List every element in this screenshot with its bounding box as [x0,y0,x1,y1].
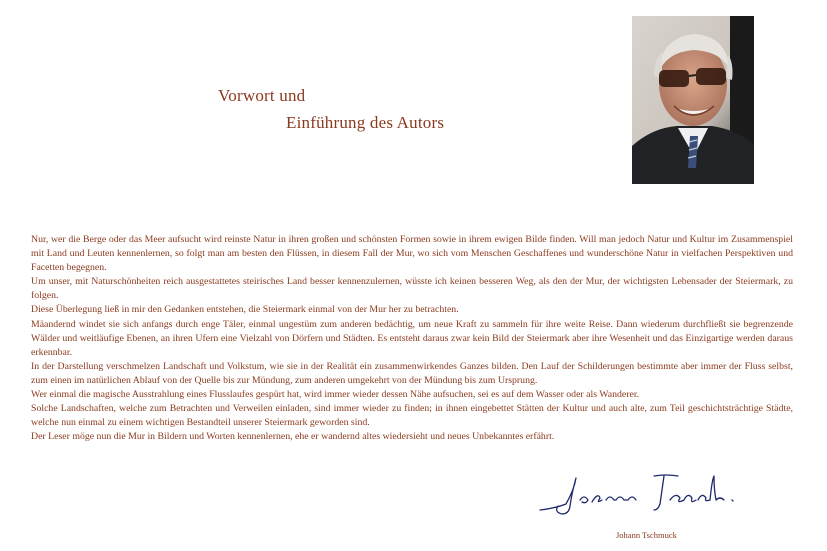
paragraph: Nur, wer die Berge oder das Meer aufsucht wird reinste Natur in ihren großen und schönsten Formen sowie in ihrem ewigen Bilde finden. Will man jedoch Natur und Kultur im Zusammenspiel mit Land und Leuten kennenlernen, so folgt man am besten den Flüssen, in diesem Fall der Mur, wo sich vom Menschen Geschaffenes und wunderschöne Natur in vielfachen Perspektiven und Facetten begegnen. [31,234,793,274]
paragraph: Mäandernd windet sie sich anfangs durch enge Täler, einmal ungestüm zum anderen bedächtig, um neue Kraft zu sammeln für ihre weite Reise. Dann wiederum durchfließt sie begrenzende Wälder und weitläufige Ebenen, an ihren Ufern eine Vielzahl von Dörfern und Städten. Es entsteht daraus zwar kein Bild der Steiermark aber ihre Wesenheit und das Einzigartige werden daraus erkennbar. [31,318,793,358]
paragraph: Um unser, mit Naturschönheiten reich ausgestattetes steirisches Land besser kennenzulernen, wüsste ich keinen besseren Weg, als den der Mur, der wichtigsten Lebensader der Steiermark, zu folgen. [31,276,793,302]
handwritten-signature [536,470,746,522]
paragraph: Der Leser möge nun die Mur in Bildern und Worten kennenlernen, ehe er wandernd altes wiedersieht und neues Unbekanntes erfährt. [31,431,555,443]
paragraph: Solche Landschaften, welche zum Betrachten und Verweilen einladen, sind immer wieder zu finden; in ihnen eingebettet Stätten der Kultur und auch alte, zum Teil geschichtsträchtige Städte, welche nun einmal zu einem wichtigen Bestandteil unserer Steiermark geworden sind. [31,403,793,429]
paragraph: In der Darstellung verschmelzen Landschaft und Volkstum, wie sie in der Realität ein zusammenwirkendes Ganzes bilden. Den Lauf der Schilderungen bestimmte aber immer der Fluss selbst, zum einen im natürlichen Ablauf von der Quelle bis zur Mündung, zum anderen umgekehrt von der Mündung bis zum Ursprung. [31,360,793,386]
heading-line-1: Vorwort und [218,86,306,105]
heading-line-2: Einführung des Autors [286,113,445,132]
foreword-text [31,233,793,444]
author-portrait [632,16,754,184]
paragraph: Wer einmal die magische Ausstrahlung eines Flusslaufes gespürt hat, wird immer wieder dessen Nähe aufsuchen, sei es auf dem Wasser oder als Wanderer. [31,389,640,401]
author-name: Johann Tschmuck [616,530,677,540]
paragraph: Diese Überlegung ließ in mir den Gedanken entstehen, die Steiermark einmal von der Mur her zu betrachten. [31,304,459,316]
